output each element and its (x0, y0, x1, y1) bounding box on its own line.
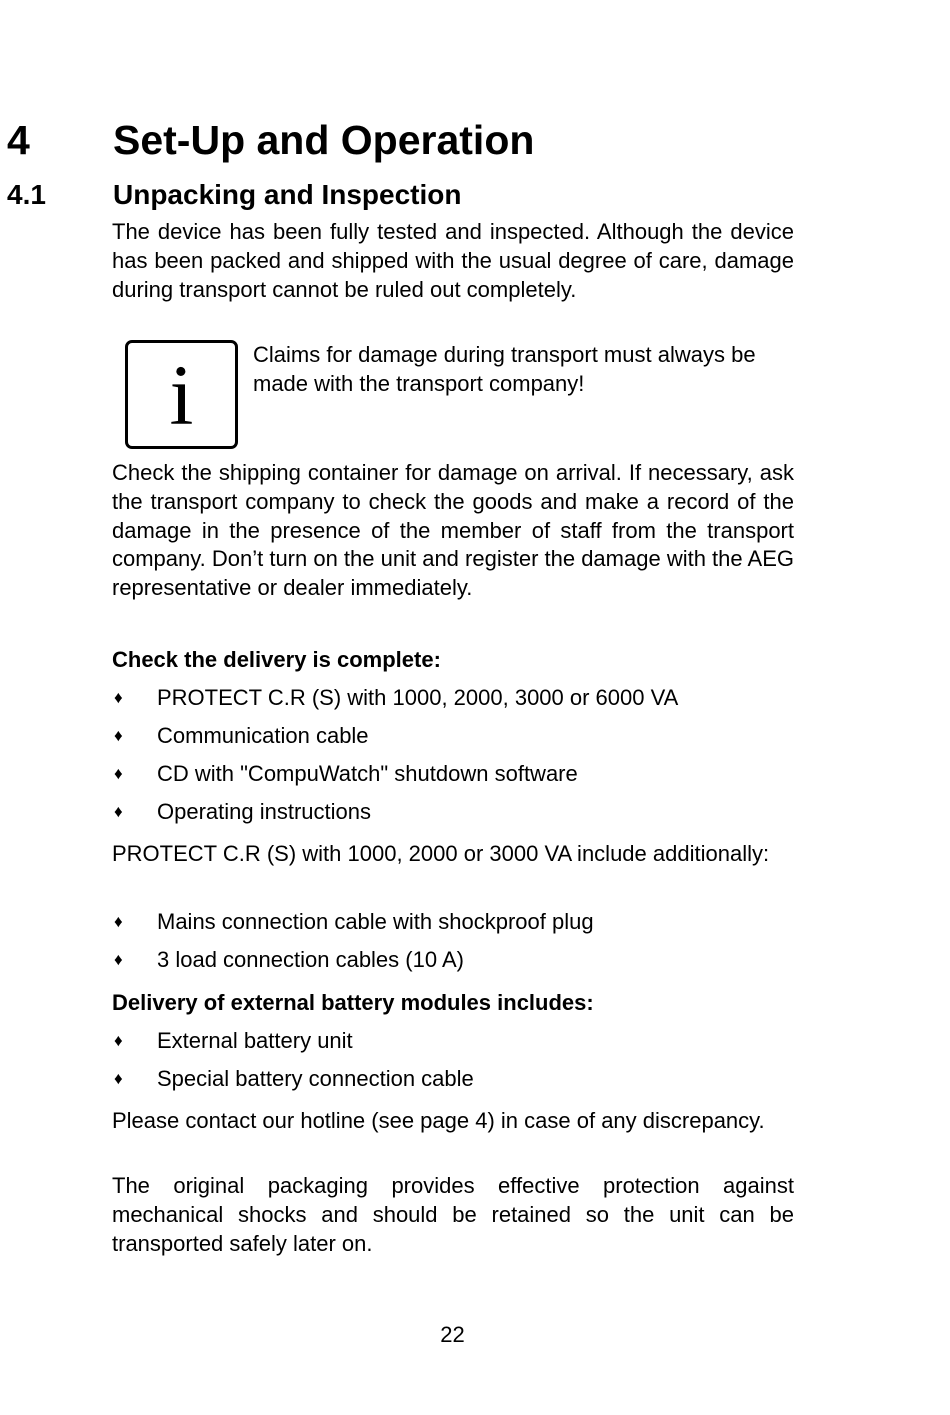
intro-paragraph: The device has been fully tested and inspected. Although the device has been packed and shipped with the usual degree of care, damage during transport cannot be ruled out completely. (112, 219, 794, 302)
additional-paragraph: PROTECT C.R (S) with 1000, 2000 or 3000 VA include additionally: (112, 841, 770, 866)
list-item (112, 946, 832, 974)
list-item (112, 1065, 832, 1093)
bullet-diamond-icon: ♦ (114, 1031, 123, 1050)
chapter-number: 4 (7, 117, 30, 163)
list-item-text: PROTECT C.R (S) with 1000, 2000, 3000 or 6000 VA (157, 685, 679, 710)
bullet-diamond-icon: ♦ (114, 1069, 123, 1088)
list-item-text: Operating instructions (157, 799, 371, 824)
info-icon: i (169, 347, 194, 443)
packaging-paragraph: The original packaging provides effective protection against mechanical shocks and should be retained so the unit can be transported safely later on. (112, 1173, 794, 1256)
bullet-diamond-icon: ♦ (114, 802, 123, 821)
hotline-paragraph: Please contact our hotline (see page 4) in case of any discrepancy. (112, 1108, 765, 1133)
bullet-diamond-icon: ♦ (114, 950, 123, 969)
bullet-diamond-icon: ♦ (114, 726, 123, 745)
list-item (112, 908, 832, 936)
delivery-heading: Check the delivery is complete: (112, 647, 441, 672)
list-item-text: Communication cable (157, 723, 369, 748)
list-item (112, 722, 832, 750)
info-notice-box (125, 340, 238, 449)
section-title: Unpacking and Inspection (113, 179, 462, 210)
bullet-diamond-icon: ♦ (114, 764, 123, 783)
list-item-text: CD with "CompuWatch" shutdown software (157, 761, 578, 786)
list-item-text: External battery unit (157, 1028, 353, 1053)
info-notice-text: Claims for damage during transport must always be made with the transport company! (253, 342, 756, 396)
list-item (112, 798, 832, 826)
list-item-text: Special battery connection cable (157, 1066, 474, 1091)
chapter-heading (0, 112, 950, 168)
chapter-title: Set-Up and Operation (113, 117, 535, 163)
page-number: 22 (440, 1322, 465, 1347)
battery-heading: Delivery of external battery modules includes: (112, 990, 594, 1015)
list-item-text: 3 load connection cables (10 A) (157, 947, 464, 972)
check-paragraph: Check the shipping container for damage on arrival. If necessary, ask the transport company to check the goods and make a record of the damage in the presence of the member of staff from the transport company. Don’t turn on the unit and register the damage with the AEG representative or dealer immediately. (112, 460, 794, 601)
section-number: 4.1 (7, 179, 46, 210)
section-heading (0, 176, 950, 214)
list-item (112, 1027, 832, 1055)
list-item (112, 760, 832, 788)
list-item (112, 684, 832, 712)
bullet-diamond-icon: ♦ (114, 912, 123, 931)
bullet-diamond-icon: ♦ (114, 688, 123, 707)
list-item-text: Mains connection cable with shockproof plug (157, 909, 594, 934)
